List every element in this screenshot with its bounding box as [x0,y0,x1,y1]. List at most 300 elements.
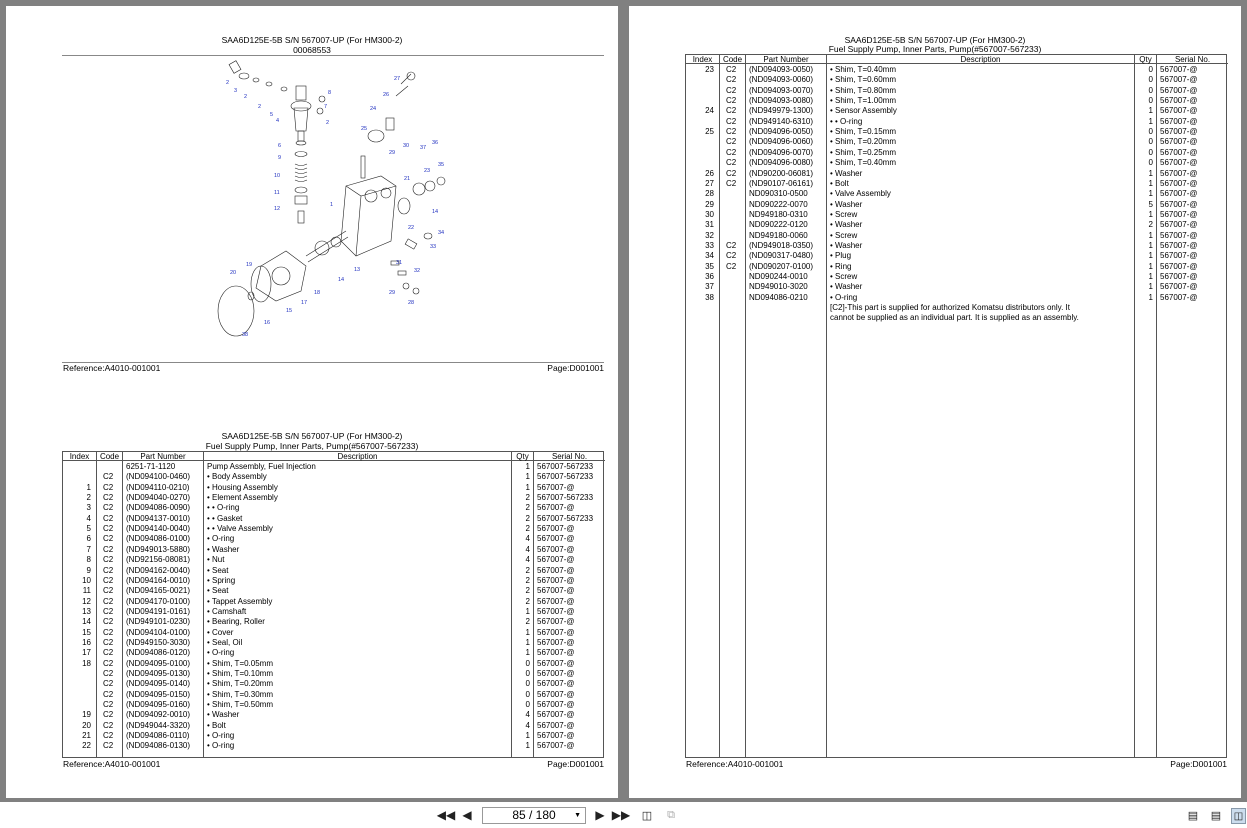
cell-part-number: (ND094170-0100) [126,596,191,606]
cell-description: • O-ring [207,741,235,751]
column-header-part-number: Part Number [123,452,204,461]
cell-description: • Shim, T=0.30mm [207,689,274,699]
svg-text:2: 2 [244,94,248,100]
cell-index: 20 [82,720,91,730]
table-row [63,638,603,648]
table-row [686,220,1226,230]
cell-description: • Shim, T=0.20mm [830,137,897,147]
cell-description: • O-ring [830,292,858,302]
cell-description: • Tappet Assembly [207,596,273,606]
cell-code: C2 [726,147,737,157]
cell-part-number: (ND094095-0160) [126,700,191,710]
svg-text:2: 2 [326,120,330,126]
cell-qty: 1 [1148,292,1153,302]
cell-index: 9 [86,565,91,575]
cell-index: 18 [82,658,91,668]
cell-index: 13 [82,606,91,616]
parts-table [685,54,1227,758]
cell-qty: 1 [1148,106,1153,116]
table-row [63,483,603,493]
cell-qty: 1 [1148,282,1153,292]
next-page-icon: ▶ [595,808,605,822]
prev-page-icon: ◀ [462,808,472,822]
cell-part-number: (ND949013-5880) [126,544,191,554]
cell-index: 11 [82,586,91,596]
left-page [6,6,618,798]
table-row [686,200,1226,210]
cell-part-number: (ND094086-0120) [126,648,191,658]
table-row [63,524,603,534]
cell-description: • Shim, T=0.10mm [207,669,274,678]
single-page-view-button[interactable] [1186,808,1200,822]
table-row [63,534,603,544]
diagram-footer-reference: Reference:A4010-001001 [63,363,161,373]
export-button[interactable] [640,808,654,822]
cell-serial-no: 567007-@ [1160,137,1198,147]
table-row [63,721,603,731]
column-header-index: Index [686,55,720,64]
cell-index: 10 [82,575,91,585]
table-row [63,731,603,741]
cell-code: C2 [103,617,114,627]
cell-serial-no: 567007-567233 [537,513,594,523]
cell-serial-no: 567007-@ [1160,106,1198,116]
cell-part-number: ND949180-0060 [749,230,808,240]
cell-part-number: (ND92156-08081) [126,555,191,565]
cell-part-number: (ND90107-06161) [749,178,814,188]
svg-text:9: 9 [278,155,282,161]
cell-qty: 1 [1148,116,1153,126]
cell-qty: 0 [1148,147,1153,157]
cell-description: • Spring [207,575,236,585]
cell-serial-no: 567007-567233 [537,462,594,471]
diagram-title: SAA6D125E-5B S/N 567007-UP (For HM300-2) [221,35,403,45]
cell-qty: 1 [525,472,530,482]
svg-text:32: 32 [414,268,421,274]
table-row [686,231,1226,241]
cell-serial-no: 567007-@ [1160,220,1198,230]
cell-index: 7 [86,544,91,554]
cell-serial-no: 567007-@ [1160,261,1198,271]
svg-text:34: 34 [438,230,445,236]
table-row [686,179,1226,189]
cell-index: 37 [705,282,714,292]
cell-part-number: (ND090317-0480) [749,251,814,261]
cell-qty: 2 [525,565,530,575]
cell-part-number: (ND094096-0070) [749,147,814,157]
cell-code: C2 [726,240,737,250]
svg-text:23: 23 [424,168,431,174]
cell-index: 34 [705,251,714,261]
svg-text:25: 25 [361,126,368,132]
table-row [63,566,603,576]
cell-description: • Seat [207,565,229,575]
cell-part-number: (ND094093-0080) [749,96,814,106]
table-row [63,648,603,658]
svg-text:14: 14 [338,277,345,283]
cell-code: C2 [103,648,114,658]
two-page-icon: ◫ [1233,810,1244,822]
cell-index: 8 [86,555,91,565]
svg-text:20: 20 [230,270,237,276]
cell-qty: 1 [1148,168,1153,178]
cell-index: 38 [705,292,714,302]
cell-part-number: (ND949140-6310) [749,116,814,126]
table-row [63,586,603,596]
cell-serial-no: 567007-@ [537,637,575,647]
svg-text:36: 36 [432,140,439,146]
export-icon: ◫ [641,809,653,822]
column-header-qty: Qty [1135,55,1157,64]
cell-part-number: (ND094165-0021) [126,586,191,596]
cell-code: C2 [103,710,114,720]
cell-description: • Ring [830,261,852,271]
cell-part-number: ND090222-0120 [749,220,808,230]
cell-description: • O-ring [207,648,235,658]
cell-code: C2 [103,482,114,492]
cell-part-number: ND949010-3020 [749,282,808,292]
cell-serial-no: 567007-@ [1160,127,1198,137]
cell-serial-no: 567007-@ [537,544,575,554]
svg-text:19: 19 [246,262,253,268]
table-row [63,514,603,524]
cell-serial-no: 567007-@ [1160,178,1198,188]
cell-part-number: ND090244-0010 [749,272,808,281]
cell-qty: 1 [525,606,530,616]
cell-serial-no: 567007-@ [537,503,575,513]
table-row [63,607,603,617]
cell-description: • Valve Assembly [830,189,891,199]
cell-part-number: ND094086-0210 [749,292,808,302]
cell-code: C2 [726,65,737,74]
table-row [686,282,1226,292]
cell-part-number: (ND094086-0100) [126,534,191,544]
cell-code: C2 [103,669,114,678]
cell-serial-no: 567007-@ [537,731,575,741]
table-row [63,628,603,638]
cell-part-number: (ND094191-0161) [126,606,191,616]
cell-index: 36 [705,272,714,281]
cell-qty: 0 [1148,96,1153,106]
table-row [686,251,1226,261]
cell-qty: 2 [525,617,530,627]
table-row [63,710,603,720]
cell-code: C2 [103,534,114,544]
table-row [686,75,1226,85]
table-row [686,127,1226,137]
table-row [63,690,603,700]
table-row [686,169,1226,179]
cell-index: 2 [86,493,91,503]
table-subtitle: Fuel Supply Pump, Inner Parts, Pump(#567007-567233) [205,441,419,451]
table-row [686,262,1226,272]
cell-qty: 1 [1148,189,1153,199]
cell-qty: 4 [525,710,530,720]
cell-qty: 4 [525,534,530,544]
svg-text:2: 2 [226,80,230,86]
cell-serial-no: 567007-@ [1160,168,1198,178]
chevron-down-icon: ▼ [574,812,581,819]
next-page-button[interactable] [593,808,607,822]
table-row [686,241,1226,251]
cell-description: • Sensor Assembly [830,106,897,116]
cell-qty: 2 [525,524,530,534]
cell-qty: 0 [1148,85,1153,95]
cell-description: • Cover [207,627,234,637]
single-page-icon: ▤ [1187,809,1199,822]
cell-index: 33 [705,240,714,250]
cell-serial-no: 567007-@ [537,710,575,720]
cell-description: • Shim, T=0.80mm [830,85,897,95]
cell-qty: 0 [525,658,530,668]
cell-description: • Washer [207,710,240,720]
table-row [686,117,1226,127]
cell-part-number: (ND094137-0010) [126,513,191,523]
table-row [63,617,603,627]
cell-part-number: (ND094095-0100) [126,658,191,668]
svg-text:14: 14 [432,209,439,215]
last-page-icon: ▶▶ [611,808,631,822]
cell-serial-no: 567007-567233 [537,472,594,482]
cell-part-number: (ND094096-0080) [749,158,814,168]
cell-code: C2 [103,627,114,637]
cell-index: 15 [82,627,91,637]
cell-qty: 1 [525,731,530,741]
svg-text:5: 5 [270,112,274,118]
parts-table [62,451,604,758]
cell-description: • Plug [830,251,852,261]
svg-text:35: 35 [438,162,445,168]
cell-index: 22 [82,741,91,751]
svg-text:26: 26 [383,92,390,98]
copy-button[interactable] [664,808,678,822]
cell-index: 12 [82,596,91,606]
cell-description: • Nut [207,555,225,565]
table-footer-page: Page:D001001 [547,759,604,769]
table-title: SAA6D125E-5B S/N 567007-UP (For HM300-2) [221,431,403,441]
continuous-page-icon: ▤ [1210,809,1222,822]
cell-serial-no: 567007-@ [537,617,575,627]
cell-qty: 0 [1148,137,1153,147]
cell-description: • Bearing, Roller [207,617,265,627]
supply-note: [C2]-This part is supplied for authorized Komatsu distributors only. It [830,303,1070,313]
cell-part-number: (ND094140-0040) [126,524,191,534]
two-page-view-button[interactable] [1231,808,1246,824]
diagram-code: 00068553 [293,45,331,55]
cell-qty: 1 [525,741,530,751]
cell-code: C2 [103,658,114,668]
cell-code: C2 [726,137,737,147]
cell-description: • Washer [830,282,863,292]
svg-text:12: 12 [274,206,281,212]
continuous-view-button[interactable] [1209,808,1223,822]
column-header-part-number: Part Number [746,55,827,64]
cell-qty: 1 [525,462,530,471]
cell-part-number: (ND949150-3030) [126,637,191,647]
cell-index: 4 [86,513,91,523]
table-row [63,597,603,607]
table-row [686,65,1226,75]
cell-code: C2 [103,689,114,699]
footer-reference: Reference:A4010-001001 [686,759,784,769]
svg-text:17: 17 [301,300,308,306]
cell-qty: 1 [1148,251,1153,261]
cell-qty: 0 [525,689,530,699]
table-row [686,96,1226,106]
cell-description: • Shim, T=0.40mm [830,65,897,74]
cell-code: C2 [103,565,114,575]
cell-qty: 1 [525,648,530,658]
cell-index: 31 [705,220,714,230]
cell-qty: 1 [525,482,530,492]
table-row [63,503,603,513]
cell-part-number: (ND094095-0140) [126,679,191,689]
last-page-button[interactable] [611,808,631,822]
column-header-description: Description [827,55,1135,64]
cell-description: • Camshaft [207,606,247,616]
footer-page: Page:D001001 [1170,759,1227,769]
right-page [629,6,1241,798]
cell-part-number: (ND949018-0350) [749,240,814,250]
cell-part-number: ND949180-0310 [749,209,808,219]
cell-serial-no: 567007-@ [1160,85,1198,95]
cell-qty: 1 [1148,230,1153,240]
cell-code: C2 [103,679,114,689]
cell-part-number: (ND094093-0050) [749,65,814,74]
cell-code: C2 [103,575,114,585]
cell-qty: 0 [525,669,530,678]
column-header-code: Code [97,452,123,461]
cell-index: 32 [705,230,714,240]
cell-description: • Shim, T=0.25mm [830,147,897,157]
cell-part-number: (ND094093-0070) [749,85,814,95]
table-row [63,741,603,751]
cell-index: 29 [705,199,714,209]
cell-serial-no: 567007-@ [1160,189,1198,199]
cell-qty: 2 [1148,220,1153,230]
table-title: SAA6D125E-5B S/N 567007-UP (For HM300-2) [844,35,1026,45]
svg-text:10: 10 [274,173,281,179]
cell-description: • Screw [830,272,858,281]
table-footer-reference: Reference:A4010-001001 [63,759,161,769]
cell-index: 5 [86,524,91,534]
table-row [686,158,1226,168]
prev-page-button[interactable] [460,808,474,822]
cell-description: • Screw [830,209,858,219]
cell-index: 24 [705,106,714,116]
cell-description: • Shim, T=0.60mm [830,75,897,85]
cell-serial-no: 567007-@ [1160,75,1198,85]
cell-description: • • Gasket [207,513,243,523]
column-header-index: Index [63,452,97,461]
cell-qty: 4 [525,720,530,730]
svg-text:29: 29 [389,150,396,156]
cell-serial-no: 567007-@ [537,606,575,616]
cell-serial-no: 567007-@ [537,565,575,575]
cell-serial-no: 567007-@ [537,596,575,606]
svg-text:27: 27 [394,76,401,82]
cell-description: • Washer [830,168,863,178]
svg-text:18: 18 [314,290,321,296]
cell-qty: 1 [525,637,530,647]
cell-code: C2 [103,731,114,741]
cell-code: C2 [103,586,114,596]
cell-serial-no: 567007-@ [537,555,575,565]
cell-index: 30 [705,209,714,219]
cell-serial-no: 567007-@ [1160,282,1198,292]
first-page-button[interactable] [436,808,456,822]
column-header-serial-no: Serial No. [534,452,605,461]
cell-index: 19 [82,710,91,720]
table-row [63,679,603,689]
cell-index: 16 [82,637,91,647]
cell-serial-no: 567007-@ [537,534,575,544]
page-indicator-text: 85 / 180 [512,808,556,822]
cell-qty: 0 [525,679,530,689]
svg-text:13: 13 [354,267,361,273]
cell-description: Pump Assembly, Fuel Injection [207,462,316,471]
column-header-code: Code [720,55,746,64]
cell-description: • Body Assembly [207,472,267,482]
cell-part-number: (ND094162-0040) [126,565,191,575]
table-row [686,148,1226,158]
cell-code: C2 [103,472,114,482]
svg-text:11: 11 [274,190,280,196]
copy-icon: ⧉ [667,808,675,821]
cell-code: C2 [726,106,737,116]
cell-description: • Shim, T=0.20mm [207,679,274,689]
cell-part-number: (ND949101-0230) [126,617,191,627]
svg-text:3: 3 [234,88,238,94]
cell-code: C2 [726,178,737,188]
cell-qty: 1 [1148,178,1153,188]
cell-qty: 1 [1148,240,1153,250]
table-row [686,86,1226,96]
svg-text:4: 4 [276,118,280,124]
table-row [686,293,1226,303]
svg-text:30: 30 [403,143,410,149]
table-row [63,659,603,669]
column-header-serial-no: Serial No. [1157,55,1228,64]
svg-text:21: 21 [404,176,411,182]
cell-index: 21 [82,731,91,741]
first-page-icon: ◀◀ [436,808,456,822]
cell-part-number: (ND094092-0010) [126,710,191,720]
cell-qty: 4 [525,544,530,554]
page-indicator-select[interactable] [482,807,586,824]
table-row [686,137,1226,147]
cell-serial-no: 567007-@ [537,689,575,699]
cell-part-number: (ND094104-0100) [126,627,191,637]
cell-serial-no: 567007-@ [537,658,575,668]
cell-description: • Housing Assembly [207,482,278,492]
cell-serial-no: 567007-@ [537,627,575,637]
cell-code: C2 [103,596,114,606]
cell-serial-no: 567007-@ [1160,292,1198,302]
cell-description: • • O-ring [207,503,240,513]
svg-text:1: 1 [330,202,334,208]
svg-text:38: 38 [242,332,249,338]
cell-index: 23 [705,65,714,74]
cell-index: 35 [705,261,714,271]
cell-description: • Seat [207,586,229,596]
cell-description: • Shim, T=1.00mm [830,96,897,106]
table-row [686,189,1226,199]
cell-qty: 2 [525,586,530,596]
cell-serial-no: 567007-@ [1160,65,1198,74]
cell-serial-no: 567007-@ [537,669,575,678]
cell-part-number: (ND094040-0270) [126,493,191,503]
